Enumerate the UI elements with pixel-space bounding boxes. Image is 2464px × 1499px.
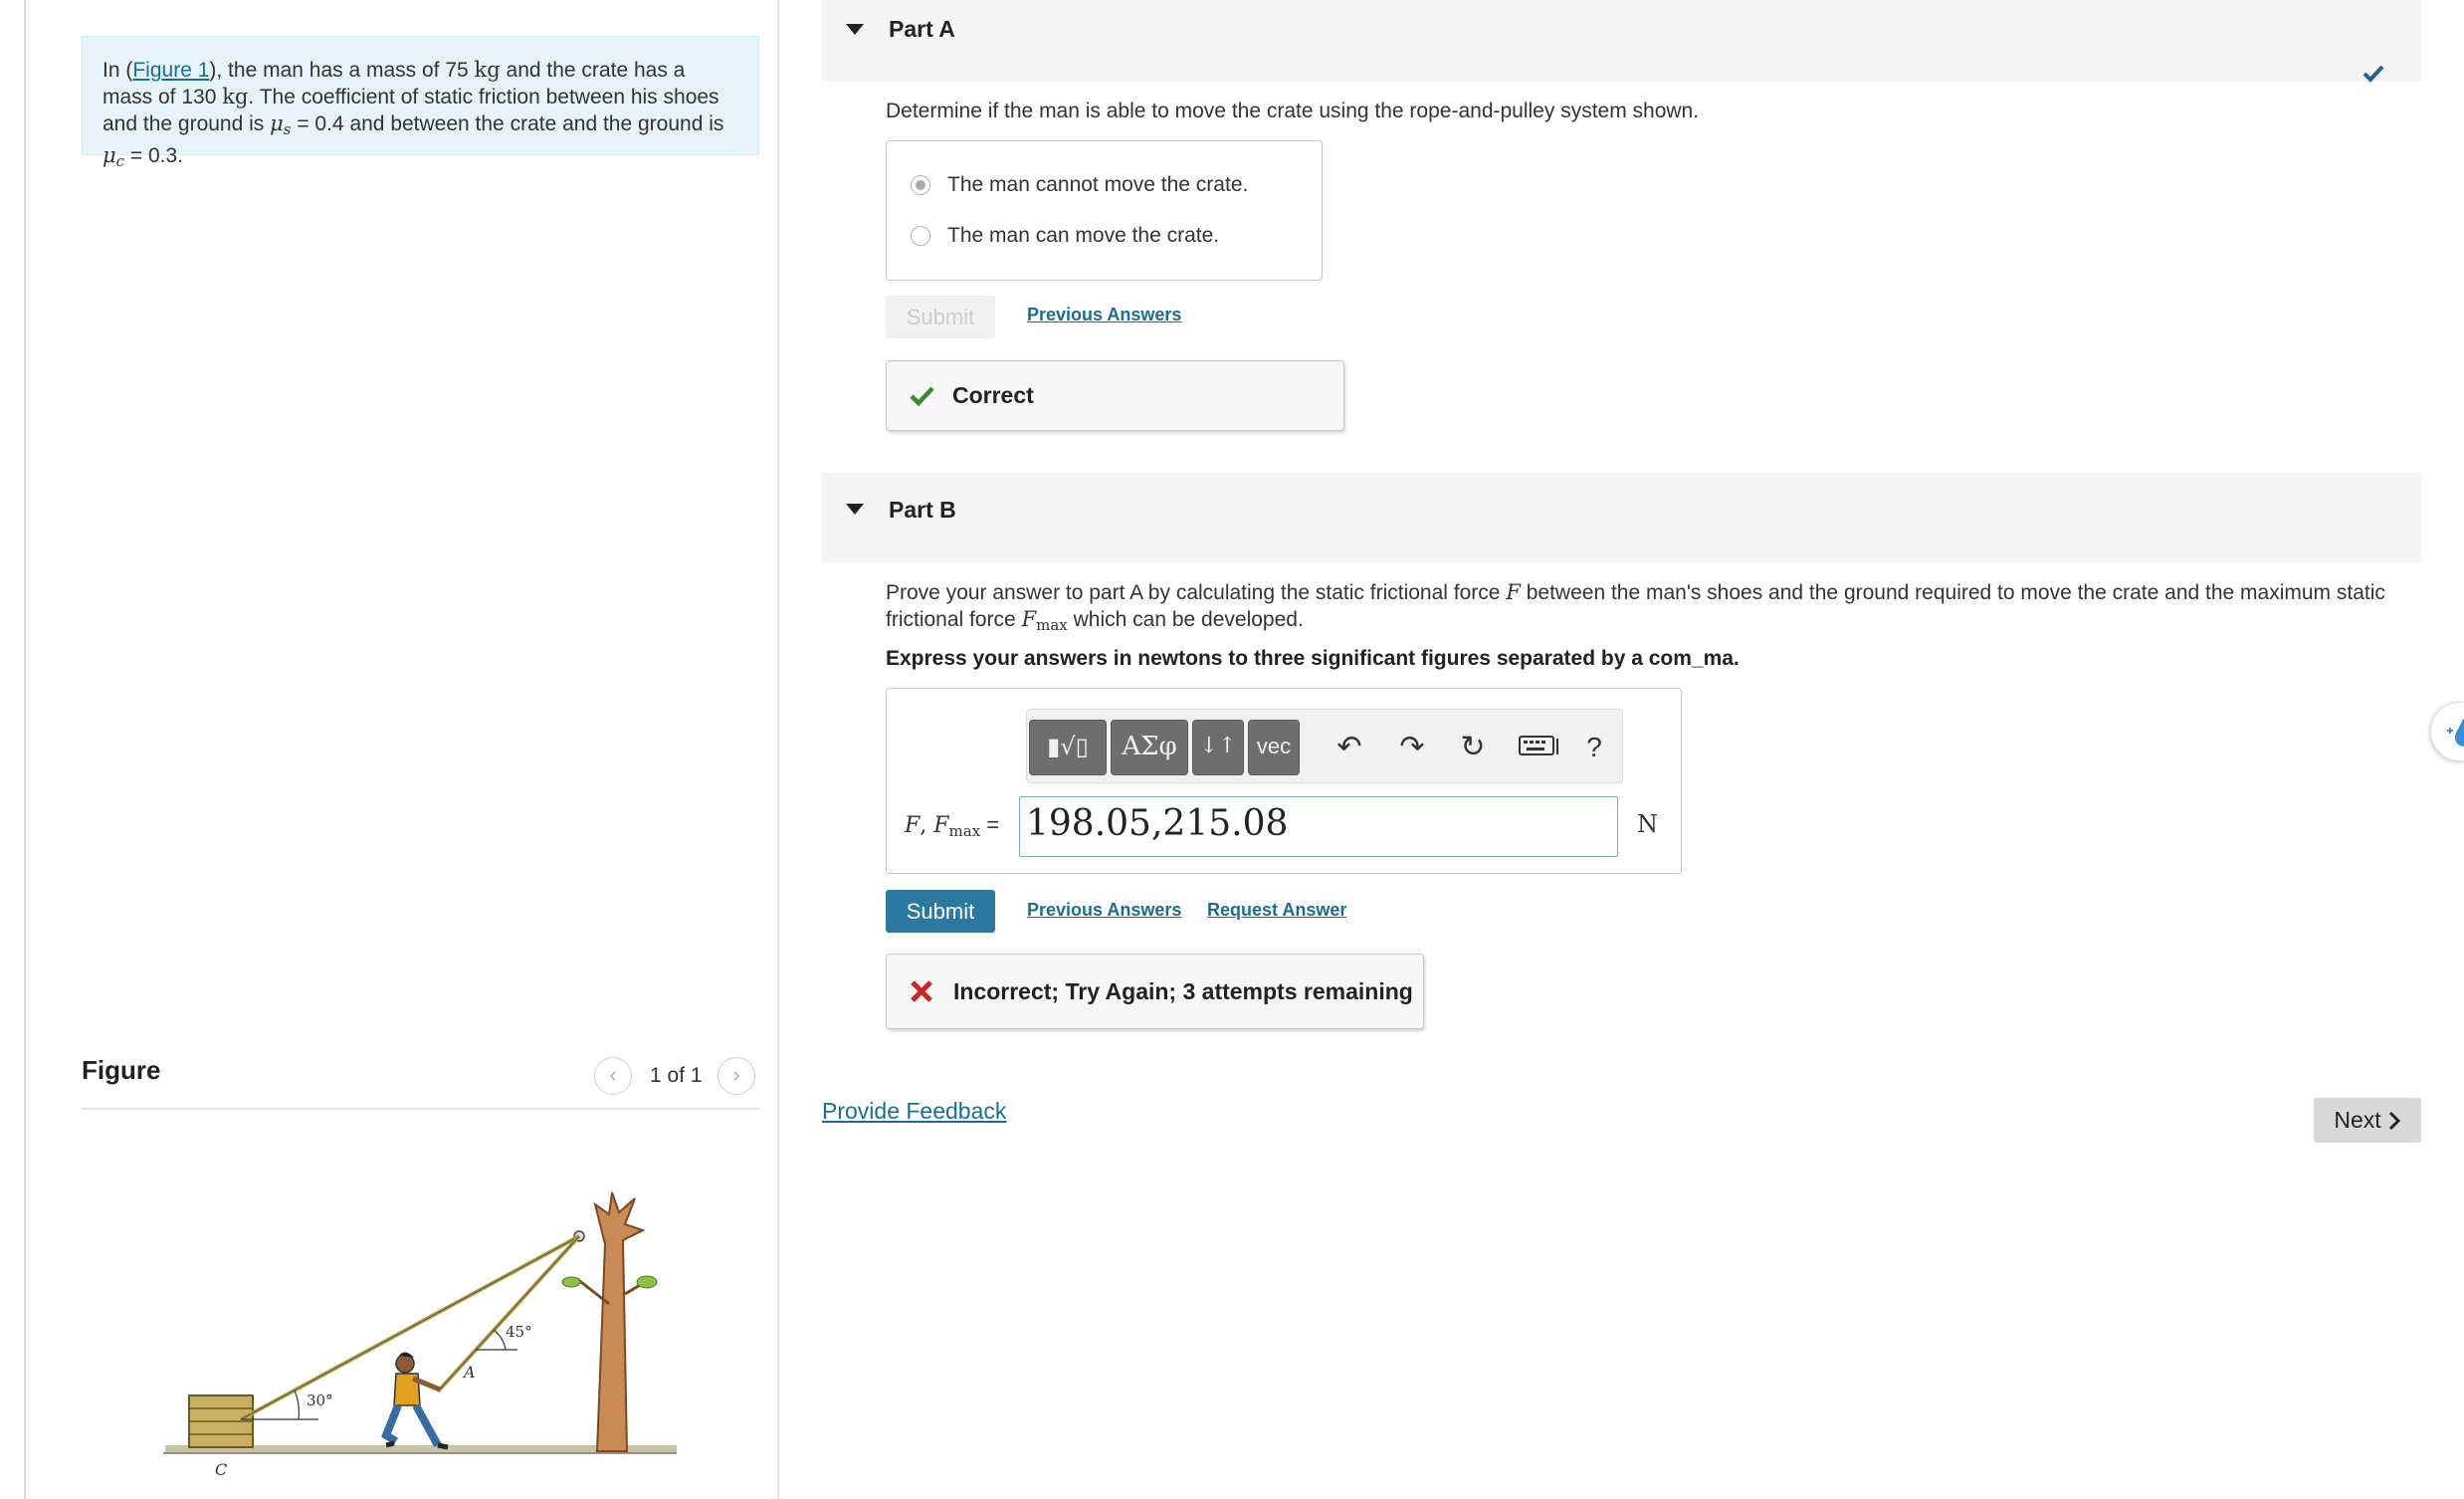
- column-divider: [777, 0, 779, 1499]
- problem-text-3: and the crate has a mass of 130: [103, 59, 686, 108]
- droplet-icon: [2443, 715, 2464, 749]
- vector-button[interactable]: vec: [1248, 720, 1300, 775]
- man-figure: [386, 1352, 448, 1447]
- var-f: F: [1506, 580, 1521, 604]
- templates-button[interactable]: ▮√▯: [1029, 720, 1107, 775]
- provide-feedback-link[interactable]: Provide Feedback: [822, 1098, 1007, 1124]
- mu-c-subscript: c: [115, 152, 125, 170]
- part-b-header[interactable]: [821, 473, 2421, 562]
- label-equals: =: [980, 812, 1000, 837]
- angle-arc-30: [295, 1391, 299, 1419]
- point-label-a: A: [464, 1363, 476, 1382]
- prompt-text-2: between the man's shoes and the ground required to move the crate and the maximum static frictional force: [886, 581, 2385, 631]
- angle-arc-45: [494, 1330, 506, 1350]
- part-b-instruction: Express your answers in newtons to three significant figures separated by a com_ma.: [886, 647, 1740, 670]
- label-fmax: F: [933, 813, 949, 838]
- choice-label: The man can move the crate.: [947, 224, 1220, 247]
- problem-text-4: . The coefficient of static friction between his shoes and the ground is: [103, 86, 719, 135]
- point-label-c: C: [215, 1460, 228, 1479]
- radio-button-selected[interactable]: [911, 175, 930, 195]
- undo-icon[interactable]: ↶: [1336, 731, 1362, 763]
- redo-icon[interactable]: ↷: [1399, 731, 1425, 763]
- prompt-text-3: which can be developed.: [1067, 608, 1304, 631]
- label-fmax-subscript: max: [948, 822, 981, 840]
- next-label: Next: [2334, 1107, 2381, 1133]
- side-help-tab[interactable]: [2430, 702, 2464, 761]
- request-answer-link[interactable]: Request Answer: [1207, 900, 1347, 920]
- crate: [189, 1395, 253, 1447]
- label-f: F: [905, 813, 921, 838]
- help-button[interactable]: ?: [1586, 732, 1602, 762]
- radio-button[interactable]: [911, 226, 930, 246]
- feedback-text: Incorrect; Try Again; 3 attempts remaining: [953, 977, 1413, 1004]
- part-a-feedback-correct: [886, 360, 1344, 431]
- part-b-title: Part B: [889, 497, 956, 523]
- reset-icon[interactable]: ↻: [1460, 731, 1486, 763]
- figure-prev-button[interactable]: [594, 1057, 632, 1095]
- part-a-title: Part A: [889, 16, 955, 42]
- part-b-previous-answers-link[interactable]: Previous Answers: [1027, 900, 1182, 920]
- choice-cannot-move[interactable]: [911, 170, 1248, 200]
- left-page-border: [24, 0, 26, 1499]
- part-a-previous-answers-link[interactable]: Previous Answers: [1027, 305, 1182, 324]
- choice-label: The man cannot move the crate.: [947, 173, 1249, 196]
- choice-group: [886, 140, 1323, 281]
- angle-label-30: 30°: [307, 1392, 333, 1409]
- part-b-submit-button[interactable]: Submit: [886, 890, 995, 933]
- figure-next-button[interactable]: [718, 1057, 755, 1095]
- answer-label: [905, 812, 999, 840]
- feedback-text: Correct: [952, 382, 1034, 408]
- problem-statement: [82, 36, 759, 170]
- next-button[interactable]: [2314, 1098, 2421, 1143]
- greek-symbols-button[interactable]: ΑΣφ: [1111, 720, 1188, 775]
- problem-text-5: = 0.4 and between the crate and the ground is: [291, 112, 724, 135]
- chevron-right-icon: [2387, 1111, 2401, 1131]
- problem-text-2: ), the man has a mass of 75: [209, 59, 475, 82]
- problem-text-6: = 0.3.: [124, 144, 184, 167]
- green-check-icon: [910, 385, 935, 407]
- mu-s-symbol: μ: [270, 111, 284, 135]
- label-sep: ,: [920, 813, 934, 838]
- figure-link[interactable]: Figure 1: [132, 59, 210, 82]
- unit-kg-2: kg: [222, 85, 249, 108]
- chevron-left-icon: ‹: [609, 1062, 617, 1087]
- prompt-text-1: Prove your answer to part A by calculating the static frictional force: [886, 581, 1507, 604]
- angle-label-45: 45°: [506, 1323, 532, 1341]
- collapse-triangle-icon[interactable]: [846, 24, 864, 35]
- var-fmax-subscript: max: [1036, 616, 1068, 634]
- answer-unit: N: [1637, 810, 1658, 838]
- mu-c-symbol: μ: [103, 143, 116, 167]
- part-b-feedback-incorrect: [886, 954, 1424, 1029]
- mu-s-subscript: s: [283, 120, 292, 138]
- answer-input[interactable]: 198.05,215.08: [1019, 796, 1618, 857]
- figure-counter: 1 of 1: [650, 1064, 703, 1087]
- figure-title: Figure: [82, 1055, 161, 1085]
- var-fmax: F: [1021, 607, 1037, 631]
- figure-divider: [82, 1108, 759, 1110]
- math-toolbar: [1026, 709, 1623, 783]
- part-a-prompt: Determine if the man is able to move the crate using the rope-and-pulley system shown.: [886, 100, 1700, 122]
- arrows-button[interactable]: ↓↑: [1192, 720, 1244, 775]
- checkmark-icon: [2362, 63, 2384, 85]
- part-a-submit-button: Submit: [886, 296, 995, 338]
- answer-box: [886, 688, 1682, 874]
- chevron-right-icon: ›: [732, 1062, 740, 1087]
- part-b-prompt: [886, 579, 2398, 638]
- part-a-header[interactable]: [821, 0, 2421, 82]
- collapse-triangle-icon[interactable]: [846, 504, 864, 515]
- problem-text-1: In (: [103, 59, 133, 82]
- red-x-icon: [910, 979, 933, 1003]
- pulley-system-figure: [159, 1184, 687, 1483]
- unit-kg: kg: [474, 58, 501, 82]
- choice-can-move[interactable]: [911, 221, 1219, 251]
- keyboard-icon[interactable]: [1515, 728, 1564, 767]
